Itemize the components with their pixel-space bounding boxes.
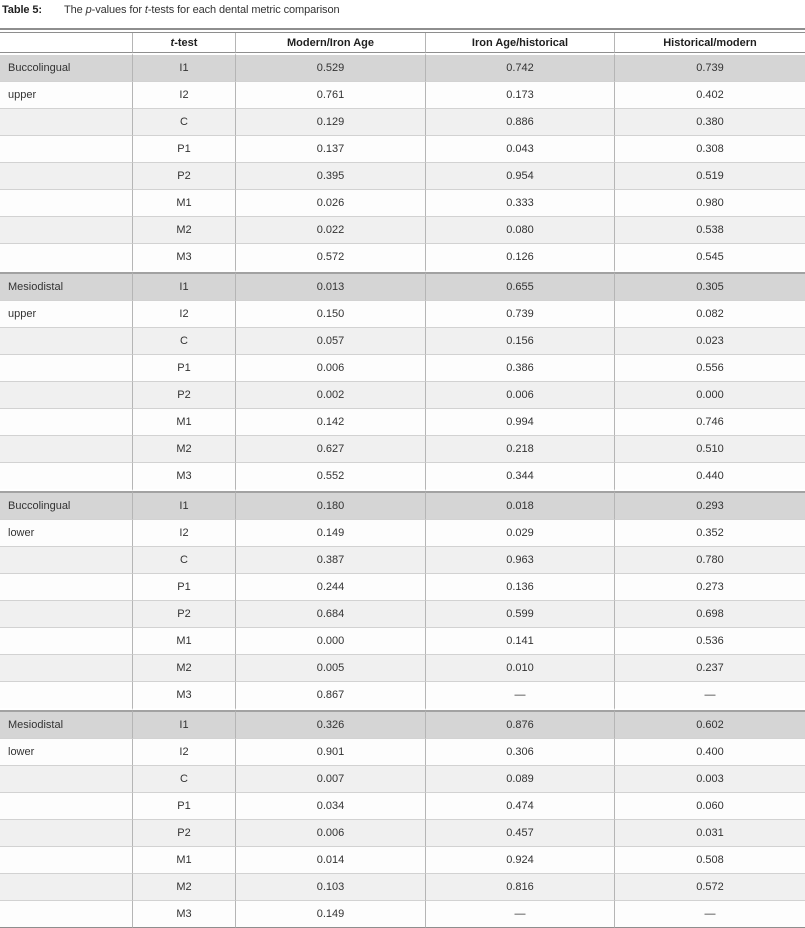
empty-label-cell: [0, 765, 133, 792]
p-value-cell: 0.018: [426, 491, 615, 519]
table-caption: [0, 0, 805, 28]
tooth-cell: C: [133, 108, 236, 135]
tooth-cell: I2: [133, 738, 236, 765]
tooth-cell: I2: [133, 81, 236, 108]
empty-label-cell: [0, 600, 133, 627]
p-value-cell: 0.273: [615, 573, 805, 600]
p-value-cell: 0.002: [236, 381, 426, 408]
metric-label-cell: Mesiodistal: [0, 710, 133, 738]
p-value-cell: 0.031: [615, 819, 805, 846]
empty-label-cell: [0, 654, 133, 681]
p-value-cell: 0.000: [615, 381, 805, 408]
p-value-cell: 0.010: [426, 654, 615, 681]
table-row: [0, 681, 805, 710]
p-value-cell: 0.457: [426, 819, 615, 846]
tooth-cell: I1: [133, 272, 236, 300]
arcade-label-cell: lower: [0, 738, 133, 765]
empty-label-cell: [0, 462, 133, 491]
empty-label-cell: [0, 546, 133, 573]
p-value-cell: 0.395: [236, 162, 426, 189]
table-body: [0, 53, 805, 928]
table-row: [0, 300, 805, 327]
p-value-cell: 0.816: [426, 873, 615, 900]
p-value-cell: 0.529: [236, 53, 426, 81]
p-value-cell: 0.080: [426, 216, 615, 243]
p-value-cell: 0.627: [236, 435, 426, 462]
table-row: [0, 408, 805, 435]
empty-label-cell: [0, 108, 133, 135]
empty-label-cell: [0, 681, 133, 710]
metric-label-cell: Mesiodistal: [0, 272, 133, 300]
p-value-cell: 0.387: [236, 546, 426, 573]
p-value-cell: 0.022: [236, 216, 426, 243]
tooth-cell: M2: [133, 873, 236, 900]
p-value-cell: 0.156: [426, 327, 615, 354]
empty-label-cell: [0, 846, 133, 873]
p-value-cell: 0.980: [615, 189, 805, 216]
empty-label-cell: [0, 354, 133, 381]
p-value-cell: 0.400: [615, 738, 805, 765]
p-value-cell: 0.599: [426, 600, 615, 627]
table-row: [0, 654, 805, 681]
p-value-cell: 0.006: [426, 381, 615, 408]
table-row: [0, 846, 805, 873]
tooth-cell: I1: [133, 491, 236, 519]
p-value-cell: 0.003: [615, 765, 805, 792]
p-value-cell: 0.149: [236, 519, 426, 546]
column-header-metric: [0, 33, 133, 53]
p-value-cell: 0.057: [236, 327, 426, 354]
p-value-cell: 0.326: [236, 710, 426, 738]
tooth-cell: P1: [133, 135, 236, 162]
tooth-cell: M3: [133, 681, 236, 710]
table-row: [0, 819, 805, 846]
tooth-cell: P2: [133, 819, 236, 846]
column-header-modern-iron-age: Modern/Iron Age: [236, 33, 426, 53]
table-row: [0, 354, 805, 381]
table-row: [0, 435, 805, 462]
p-value-cell: 0.739: [615, 53, 805, 81]
metric-label-cell: Buccolingual: [0, 491, 133, 519]
tooth-cell: M2: [133, 216, 236, 243]
p-value-cell: 0.034: [236, 792, 426, 819]
table-row: [0, 243, 805, 272]
empty-label-cell: [0, 381, 133, 408]
p-value-cell: 0.306: [426, 738, 615, 765]
tooth-cell: M1: [133, 189, 236, 216]
table-row: [0, 546, 805, 573]
p-value-cell: 0.380: [615, 108, 805, 135]
p-value-cell: 0.746: [615, 408, 805, 435]
p-value-cell: 0.333: [426, 189, 615, 216]
empty-label-cell: [0, 627, 133, 654]
table-row: [0, 792, 805, 819]
tooth-cell: M3: [133, 462, 236, 491]
p-value-cell: 0.901: [236, 738, 426, 765]
p-value-cell: —: [615, 900, 805, 928]
table-row: [0, 272, 805, 300]
p-value-cell: 0.218: [426, 435, 615, 462]
empty-label-cell: [0, 135, 133, 162]
table-row: [0, 627, 805, 654]
tooth-cell: M2: [133, 654, 236, 681]
tooth-cell: I2: [133, 300, 236, 327]
empty-label-cell: [0, 408, 133, 435]
p-values-table: [0, 33, 805, 928]
p-value-cell: 0.510: [615, 435, 805, 462]
arcade-label-cell: upper: [0, 300, 133, 327]
p-value-cell: 0.684: [236, 600, 426, 627]
p-value-cell: 0.867: [236, 681, 426, 710]
tooth-cell: I1: [133, 710, 236, 738]
p-value-cell: 0.994: [426, 408, 615, 435]
p-value-cell: 0.876: [426, 710, 615, 738]
table-row: [0, 765, 805, 792]
p-value-cell: 0.963: [426, 546, 615, 573]
p-value-cell: 0.129: [236, 108, 426, 135]
p-value-cell: 0.103: [236, 873, 426, 900]
tooth-cell: P1: [133, 573, 236, 600]
tooth-cell: C: [133, 327, 236, 354]
p-value-cell: 0.352: [615, 519, 805, 546]
empty-label-cell: [0, 216, 133, 243]
p-value-cell: 0.026: [236, 189, 426, 216]
p-value-cell: 0.924: [426, 846, 615, 873]
p-value-cell: 0.519: [615, 162, 805, 189]
empty-label-cell: [0, 189, 133, 216]
p-value-cell: 0.141: [426, 627, 615, 654]
table-number: Table 5:: [2, 4, 42, 16]
p-value-cell: 0.780: [615, 546, 805, 573]
p-value-cell: 0.293: [615, 491, 805, 519]
column-header-t-test: t-test: [133, 33, 236, 53]
column-header-historical-modern: Historical/modern: [615, 33, 805, 53]
p-value-cell: 0.082: [615, 300, 805, 327]
p-value-cell: 0.508: [615, 846, 805, 873]
tooth-cell: I1: [133, 53, 236, 81]
table-row: [0, 53, 805, 81]
p-value-cell: 0.244: [236, 573, 426, 600]
table-row: [0, 491, 805, 519]
p-value-cell: 0.545: [615, 243, 805, 272]
tooth-cell: P1: [133, 354, 236, 381]
p-value-cell: 0.180: [236, 491, 426, 519]
p-value-cell: 0.007: [236, 765, 426, 792]
table-row: [0, 600, 805, 627]
p-value-cell: 0.150: [236, 300, 426, 327]
table-row: [0, 189, 805, 216]
p-value-cell: —: [615, 681, 805, 710]
tooth-cell: P1: [133, 792, 236, 819]
table-row: [0, 710, 805, 738]
p-value-cell: 0.089: [426, 765, 615, 792]
p-value-cell: 0.344: [426, 462, 615, 491]
table-row: [0, 462, 805, 491]
column-header-iron-age-historical: Iron Age/historical: [426, 33, 615, 53]
p-value-cell: 0.474: [426, 792, 615, 819]
tooth-cell: I2: [133, 519, 236, 546]
p-value-cell: 0.536: [615, 627, 805, 654]
table-row: [0, 108, 805, 135]
p-value-cell: 0.761: [236, 81, 426, 108]
p-value-cell: —: [426, 900, 615, 928]
arcade-label-cell: lower: [0, 519, 133, 546]
p-value-cell: 0.886: [426, 108, 615, 135]
tooth-cell: P2: [133, 162, 236, 189]
p-value-cell: 0.440: [615, 462, 805, 491]
p-value-cell: 0.739: [426, 300, 615, 327]
empty-label-cell: [0, 573, 133, 600]
table-row: [0, 162, 805, 189]
p-value-cell: 0.305: [615, 272, 805, 300]
table-row: [0, 216, 805, 243]
table-row: [0, 81, 805, 108]
p-value-cell: 0.655: [426, 272, 615, 300]
metric-label-cell: Buccolingual: [0, 53, 133, 81]
p-value-cell: 0.386: [426, 354, 615, 381]
table-row: [0, 381, 805, 408]
p-value-cell: 0.060: [615, 792, 805, 819]
p-value-cell: 0.572: [615, 873, 805, 900]
tooth-cell: M3: [133, 900, 236, 928]
table-caption-text: The p-values for t-tests for each dental metric comparison: [64, 4, 340, 16]
tooth-cell: M3: [133, 243, 236, 272]
p-value-cell: 0.538: [615, 216, 805, 243]
header-row: [0, 33, 805, 53]
tooth-cell: M1: [133, 627, 236, 654]
tooth-cell: C: [133, 765, 236, 792]
p-value-cell: 0.137: [236, 135, 426, 162]
p-value-cell: 0.308: [615, 135, 805, 162]
tooth-cell: M2: [133, 435, 236, 462]
tooth-cell: C: [133, 546, 236, 573]
empty-label-cell: [0, 327, 133, 354]
p-value-cell: 0.402: [615, 81, 805, 108]
p-value-cell: 0.013: [236, 272, 426, 300]
p-value-cell: 0.136: [426, 573, 615, 600]
p-value-cell: 0.005: [236, 654, 426, 681]
p-value-cell: 0.556: [615, 354, 805, 381]
p-value-cell: 0.006: [236, 819, 426, 846]
tooth-cell: M1: [133, 408, 236, 435]
table-row: [0, 900, 805, 928]
p-value-cell: 0.014: [236, 846, 426, 873]
p-value-cell: 0.142: [236, 408, 426, 435]
p-value-cell: 0.552: [236, 462, 426, 491]
p-value-cell: 0.572: [236, 243, 426, 272]
table-row: [0, 327, 805, 354]
arcade-label-cell: upper: [0, 81, 133, 108]
empty-label-cell: [0, 819, 133, 846]
p-value-cell: 0.006: [236, 354, 426, 381]
table-row: [0, 873, 805, 900]
p-value-cell: 0.126: [426, 243, 615, 272]
empty-label-cell: [0, 243, 133, 272]
empty-label-cell: [0, 435, 133, 462]
p-value-cell: 0.698: [615, 600, 805, 627]
table-row: [0, 135, 805, 162]
p-value-cell: 0.602: [615, 710, 805, 738]
empty-label-cell: [0, 873, 133, 900]
p-value-cell: 0.954: [426, 162, 615, 189]
p-value-cell: 0.173: [426, 81, 615, 108]
p-value-cell: 0.000: [236, 627, 426, 654]
empty-label-cell: [0, 792, 133, 819]
empty-label-cell: [0, 162, 133, 189]
p-value-cell: 0.237: [615, 654, 805, 681]
p-value-cell: 0.023: [615, 327, 805, 354]
table-row: [0, 519, 805, 546]
p-value-cell: —: [426, 681, 615, 710]
p-value-cell: 0.043: [426, 135, 615, 162]
p-value-cell: 0.029: [426, 519, 615, 546]
p-value-cell: 0.742: [426, 53, 615, 81]
table-row: [0, 738, 805, 765]
tooth-cell: P2: [133, 381, 236, 408]
p-value-cell: 0.149: [236, 900, 426, 928]
tooth-cell: P2: [133, 600, 236, 627]
table-row: [0, 573, 805, 600]
tooth-cell: M1: [133, 846, 236, 873]
empty-label-cell: [0, 900, 133, 928]
